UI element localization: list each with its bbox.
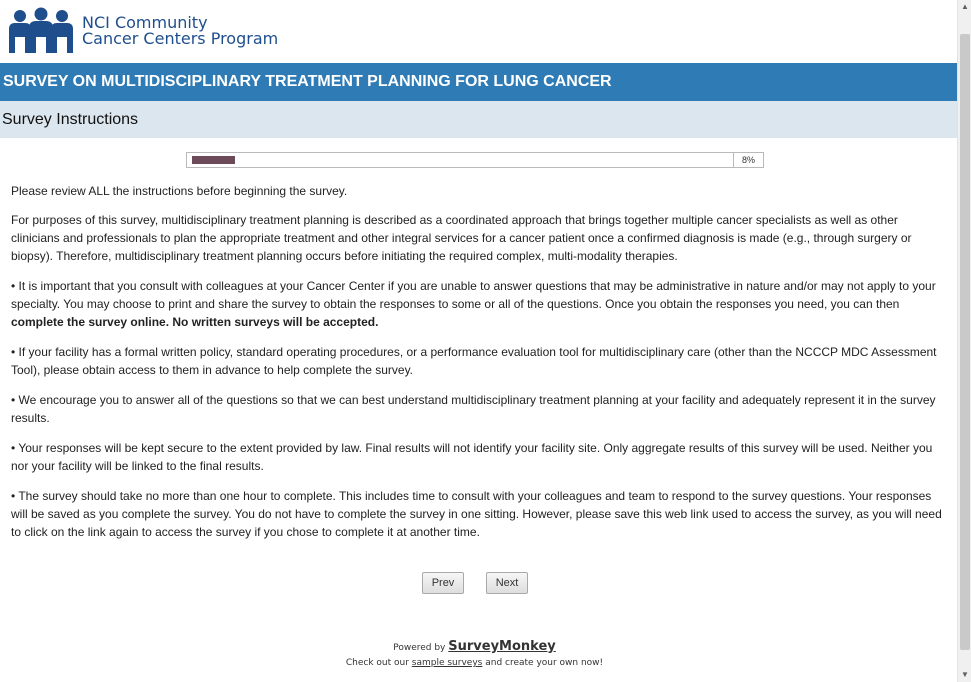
check-prefix: Check out our — [345, 658, 409, 668]
instruction-answer-all: • We encourage you to answer all of the questions so that we can best understand multidisciplinary treatment planning at your facility and adequately represent it in the survey results. — [11, 393, 936, 425]
prev-button[interactable]: Prev — [422, 572, 464, 594]
progress-track — [192, 156, 733, 164]
footer — [0, 638, 949, 669]
instruction-consult — [11, 277, 946, 331]
instruction-definition: For purposes of this survey, multidisciplinary treatment planning is described as a coordinated approach that brings together multiple cancer specialists as well as other clinicians and professionals to plan the appropriate treatment and other integral services for a cancer patient once a confirmed diagnosis is made (e.g., through surgery or biopsy). Therefore, multidisciplinary treatment planning occurs before initiating the required complex, multi-modality therapies. — [11, 213, 912, 263]
powered-by — [0, 638, 949, 657]
scroll-up-arrow-icon[interactable]: ▲ — [961, 2, 969, 11]
nci-logo[interactable] — [8, 6, 278, 56]
survey-title: SURVEY ON MULTIDISCIPLINARY TREATMENT PLANNING FOR LUNG CANCER — [0, 63, 957, 101]
instruction-intro: Please review ALL the instructions before beginning the survey. — [11, 184, 348, 198]
next-button[interactable]: Next — [486, 572, 528, 594]
progress-bar — [186, 152, 764, 168]
footer-check — [0, 657, 949, 669]
people-group-icon — [8, 7, 74, 55]
progress-percent: 8% — [741, 155, 755, 165]
instruction-confidentiality: • Your responses will be kept secure to the extent provided by law. Final results will not identify your facility site. Only aggregate results of this survey will be used. Neither you nor your facility will be linked to the final results. — [11, 441, 933, 473]
progress-fill — [192, 156, 235, 164]
scrollbar-thumb[interactable] — [960, 34, 970, 650]
instructions-content — [11, 182, 946, 553]
section-title: Survey Instructions — [0, 101, 957, 138]
sample-surveys-link[interactable]: sample surveys — [411, 658, 483, 668]
logo-line-2: Cancer Centers Program — [82, 29, 279, 48]
instruction-time: • The survey should take no more than one hour to complete. This includes time to consult with your colleagues and team to respond to the survey questions. Your responses will be saved as you complete the survey. You do not have to complete the survey in one sitting. However, please save this web link used to access the survey, as you will need to click on the link again to access the survey if you chose to complete it at another time. — [11, 489, 942, 539]
scroll-down-arrow-icon[interactable]: ▼ — [961, 670, 969, 679]
instruction-policy: • If your facility has a formal written policy, standard operating procedures, or a performance evaluation tool for multidisciplinary care (other than the NCCCP MDC Assessment Tool), please obtain access to them in advance to help complete the survey. — [11, 345, 937, 377]
check-suffix: and create your own now! — [485, 658, 604, 668]
instruction-consult-text: • It is important that you consult with colleagues at your Cancer Center if you are unable to answer questions that may be administrative in nature and/or may not apply to your specialty. You may choose to print and share the survey to obtain the responses to some or all of the questions. Once you obtain the responses you need, you can then — [11, 279, 936, 311]
instruction-consult-bold: complete the survey online. No written surveys will be accepted. — [11, 315, 379, 329]
logo-text — [82, 15, 278, 47]
surveymonkey-link[interactable]: SurveyMonkey — [448, 639, 556, 654]
vertical-scrollbar[interactable] — [957, 0, 971, 682]
logo-line-1: NCI Community — [82, 13, 208, 32]
powered-by-label: Powered by — [393, 643, 446, 653]
